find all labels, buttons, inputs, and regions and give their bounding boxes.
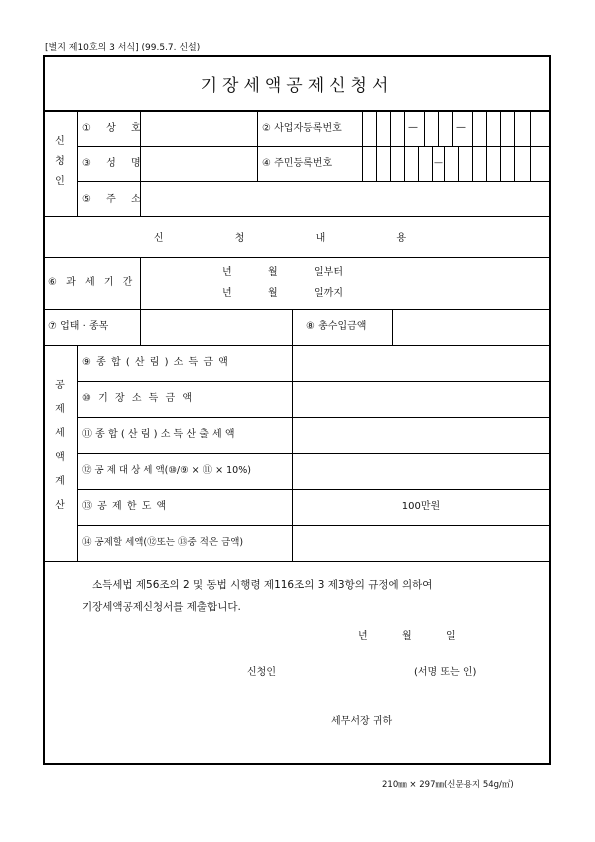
period-from-day: 일부터 (314, 267, 343, 278)
addressee: 세무서장 귀하 (331, 716, 393, 727)
representative-name-field[interactable] (141, 147, 256, 180)
calc-row-value-field[interactable] (293, 382, 549, 416)
business-name-field[interactable] (141, 112, 256, 145)
calc-group-label: 공 제 세 액 계 산 (55, 380, 65, 511)
resident-number-label: ④ 주민등록번호 (262, 158, 333, 169)
signature-hint: (서명 또는 인) (414, 667, 477, 678)
statement-line-1: 소득세법 제56조의 2 및 동법 시행령 제116조의 3 제3항의 규정에 의하여 (92, 579, 433, 591)
request-content-header: 신 청 내 용 (153, 233, 441, 244)
submit-date-day: 일 (446, 631, 456, 642)
total-income-label: ⑧ 총수입금액 (306, 321, 367, 332)
calc-row-value-field[interactable] (293, 346, 549, 380)
resident-number-field[interactable] (363, 147, 549, 180)
calc-row-value-field[interactable] (293, 526, 549, 560)
address-label: ⑤ 주 소 (82, 194, 147, 205)
address-field[interactable] (141, 182, 549, 215)
period-from-year: 년 (222, 267, 232, 278)
submit-date-month: 월 (402, 631, 412, 642)
period-from-month: 월 (268, 267, 278, 278)
calc-row-label: ⑬ 공 제 한 도 액 (82, 501, 168, 512)
total-income-field[interactable] (393, 310, 549, 344)
paper-size-note: 210㎜ × 297㎜(신문용지 54g/㎡) (382, 780, 514, 790)
biz-reg-dash-1: — (408, 122, 418, 133)
biz-reg-number-label: ② 사업자등록번호 (262, 123, 342, 134)
period-to-year: 년 (222, 288, 232, 299)
calc-row-value-field[interactable] (293, 454, 549, 488)
calc-row-label: ⑭ 공제할 세액(⑫또는 ⑬중 적은 금액) (82, 537, 244, 548)
calc-row-value-field[interactable] (293, 418, 549, 452)
business-type-field[interactable] (141, 310, 291, 344)
biz-reg-number-field[interactable] (363, 112, 549, 145)
form-number-note: [별지 제10호의 3 서식] (99.5.7. 신설) (45, 43, 201, 53)
period-to-month: 월 (268, 288, 278, 299)
period-to-day: 일까지 (314, 288, 343, 299)
form-title: 기장세액공제신청서 (200, 76, 394, 96)
business-type-label: ⑦ 업태 · 종목 (48, 321, 109, 332)
applicant-sign-field[interactable] (290, 660, 410, 684)
statement-line-2: 기장세액공제신청서를 제출합니다. (82, 601, 241, 613)
resident-dash: — (434, 158, 443, 168)
biz-reg-dash-2: — (456, 122, 466, 133)
business-name-label: ① 상 호 (82, 123, 147, 134)
calc-row-label: ⑨ 종 합 ( 산 림 ) 소 득 금 액 (82, 357, 229, 368)
submit-date-year: 년 (358, 631, 368, 642)
tax-period-label: ⑥ 과 세 기 간 (48, 277, 136, 288)
representative-name-label: ③ 성 명 (82, 158, 147, 169)
calc-row-label: ⑩ 기 장 소 득 금 액 (82, 393, 194, 404)
deduction-limit-value: 100만원 (401, 501, 441, 512)
calc-row-label: ⑫ 공 제 대 상 세 액(⑩/⑨ × ⑪ × 10%) (82, 465, 251, 476)
calc-row-label: ⑪ 종 합 ( 산 림 ) 소 득 산 출 세 액 (82, 429, 235, 440)
applicant-sign-label: 신청인 (247, 667, 276, 678)
applicant-group-label: 신 청 인 (55, 136, 65, 187)
